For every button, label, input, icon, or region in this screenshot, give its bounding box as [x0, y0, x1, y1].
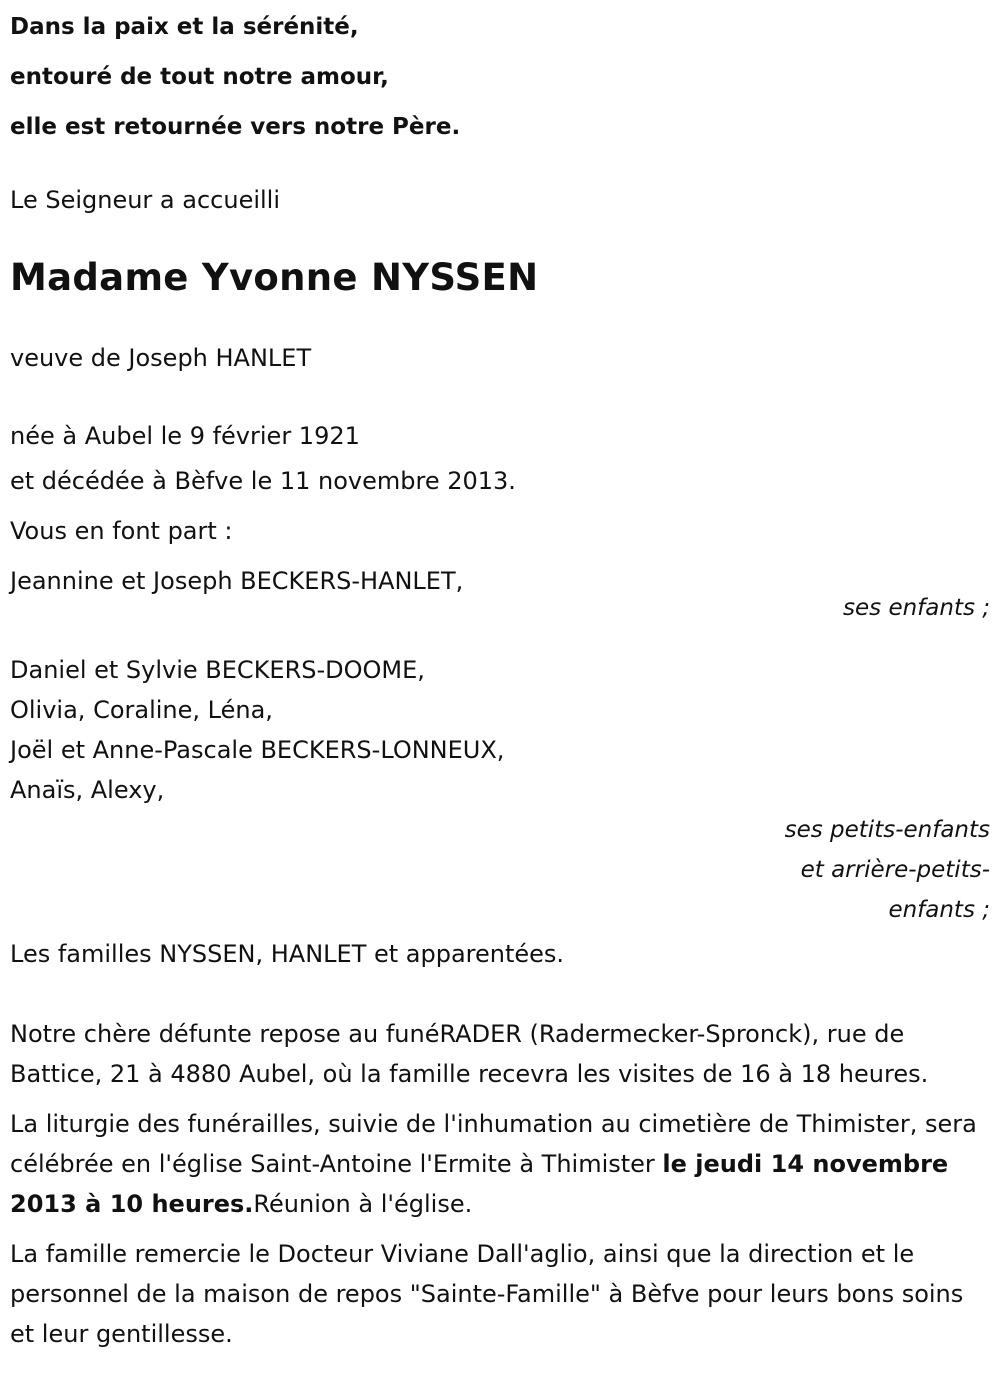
grandchildren-line: Daniel et Sylvie BECKERS-DOOME, — [10, 656, 425, 684]
widow-of: veuve de Joseph HANLET — [10, 344, 312, 372]
liturgy-after: Réunion à l'église. — [253, 1190, 473, 1218]
grandchildren-list — [10, 650, 990, 810]
rest-paragraph: Notre chère défunte repose au funéRADER (Radermecker-Spronck), rue de Battice, 21 à 4880 Aubel, où la famille recevra les visites de 16 à 18 heures. — [10, 1020, 929, 1088]
liturgy-text: La liturgie des funérailles, suivie de l'inhumation au cimetière de Thimister, sera célébrée en l'église Saint-Antoine l'Ermite à Thimister — [10, 1110, 977, 1178]
liturgy-paragraph — [10, 1104, 990, 1224]
announcement: Vous en font part : — [10, 517, 233, 545]
birth-info: née à Aubel le 9 février 1921 — [10, 422, 360, 450]
verse-line-2: entouré de tout notre amour, — [10, 64, 389, 90]
liturgy-date: le jeudi 14 novembre 2013 à 10 heures. — [10, 1150, 949, 1218]
thanks-paragraph: La famille remercie le Docteur Viviane Dall'aglio, ainsi que la direction et le personnel de la maison de repos "Sainte-Famille" à Bèfve pour leurs bons soins et leur gentillesse. — [10, 1240, 964, 1348]
verse-line-1: Dans la paix et la sérénité, — [10, 14, 359, 40]
children-role: ses enfants ; — [843, 595, 990, 621]
intro-text: Le Seigneur a accueilli — [10, 186, 281, 214]
grandchildren-line: Anaïs, Alexy, — [10, 776, 165, 804]
verse — [10, 0, 990, 152]
death-info: et décédée à Bèfve le 11 novembre 2013. — [10, 467, 516, 495]
verse-line-3: elle est retournée vers notre Père. — [10, 114, 461, 140]
children-names: Jeannine et Joseph BECKERS-HANLET, — [10, 567, 464, 595]
grandchildren-role: ses petits-enfants et arrière-petits-enfants ; — [784, 817, 990, 923]
families-text: Les familles NYSSEN, HANLET et apparentées. — [10, 940, 565, 968]
grandchildren-line: Joël et Anne-Pascale BECKERS-LONNEUX, — [10, 736, 505, 764]
grandchildren-line: Olivia, Coraline, Léna, — [10, 696, 273, 724]
deceased-name: Madame Yvonne NYSSEN — [10, 256, 539, 299]
